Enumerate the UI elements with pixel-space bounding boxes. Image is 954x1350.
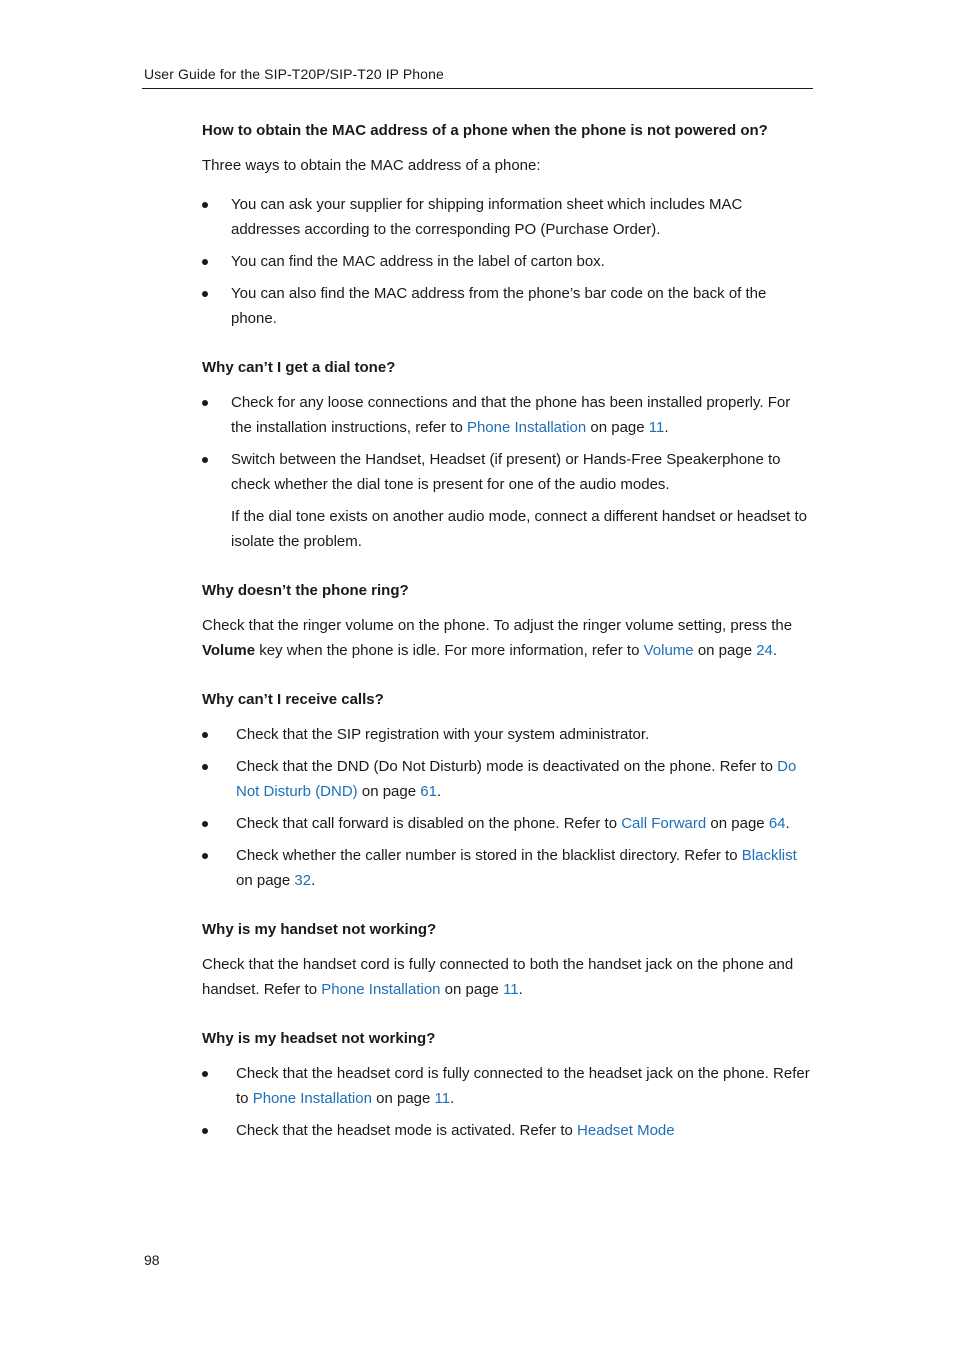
list-item: You can also find the MAC address from the phone’s bar code on the back of the phone. [202,281,814,331]
link-do-not-disturb[interactable]: Do Not Disturb (DND) [236,758,797,800]
bullet-icon [202,400,208,406]
phone-ring-text: Check that the ringer volume on the phone. To adjust the ringer volume setting, press the Volume key when the phone is idle. For more information, refer to Volume on page 24. [202,617,793,659]
mac-list [202,192,814,331]
volume-key-label: Volume [202,642,256,659]
list-item: Check whether the caller number is stored in the blacklist directory. Refer to Blacklist on page 32. [202,843,814,893]
link-page-24[interactable]: 24 [756,642,773,659]
link-page-61[interactable]: 61 [420,783,437,800]
heading-receive-calls: Why can’t I receive calls? [202,691,384,708]
link-blacklist[interactable]: Blacklist [741,847,797,864]
bullet-icon [202,821,208,827]
running-header: User Guide for the SIP-T20P/SIP-T20 IP Phone [144,66,444,82]
link-page-32[interactable]: 32 [294,872,312,889]
heading-handset: Why is my handset not working? [202,921,437,938]
link-phone-installation[interactable]: Phone Installation [321,981,441,998]
list-item: Switch between the Handset, Headset (if present) or Hands-Free Speakerphone to check whether the dial tone is present for one of the audio modes. [202,447,814,497]
link-phone-installation[interactable]: Phone Installation [252,1090,372,1107]
link-phone-installation[interactable]: Phone Installation [466,419,587,436]
link-page-64[interactable]: 64 [768,815,786,832]
page-body [202,118,814,1143]
header-divider [142,88,813,89]
list-item: You can find the MAC address in the label of carton box. [202,249,814,274]
handset-text: Check that the handset cord is fully connected to both the handset jack on the phone and handset. Refer to Phone Installation on page 11. [202,956,794,998]
link-volume[interactable]: Volume [643,642,694,659]
headset-list [202,1061,814,1143]
bullet-icon [202,202,208,208]
mac-intro: Three ways to obtain the MAC address of a phone: [202,157,541,174]
heading-mac-address: How to obtain the MAC address of a phone when the phone is not powered on? [202,122,768,139]
list-item: Check that call forward is disabled on the phone. Refer to Call Forward on page 64. [202,811,814,836]
link-headset-mode[interactable]: Headset Mode [577,1122,675,1139]
bullet-icon [202,259,208,265]
list-item: Check for any loose connections and that the phone has been installed properly. For the installation instructions, refer to Phone Installation on page 11. [202,390,814,440]
page-number: 98 [144,1252,160,1268]
list-item: Check that the headset cord is fully connected to the headset jack on the phone. Refer to Phone Installation on page 11. [202,1061,814,1111]
link-call-forward[interactable]: Call Forward [621,815,707,832]
dial-tone-list [202,390,814,497]
list-item: Check that the headset mode is activated. Refer to Headset Mode [202,1118,814,1143]
bullet-icon [202,732,208,738]
receive-calls-list [202,722,814,893]
heading-dial-tone: Why can’t I get a dial tone? [202,359,396,376]
heading-headset: Why is my headset not working? [202,1030,436,1047]
bullet-icon [202,457,208,463]
list-item: Check that the DND (Do Not Disturb) mode is deactivated on the phone. Refer to Do Not Disturb (DND) on page 61. [202,754,814,804]
bullet-icon [202,853,208,859]
bullet-icon [202,764,208,770]
list-item: Check that the SIP registration with your system administrator. [202,722,814,747]
link-page-11[interactable]: 11 [503,981,519,998]
bullet-icon [202,291,208,297]
link-page-11[interactable]: 11 [434,1090,451,1107]
heading-phone-ring: Why doesn’t the phone ring? [202,582,409,599]
bullet-icon [202,1071,208,1077]
link-page-11[interactable]: 11 [648,419,665,436]
bullet-icon [202,1128,208,1134]
list-item: You can ask your supplier for shipping information sheet which includes MAC addresses according to the corresponding PO (Purchase Order). [202,192,814,242]
dial-tone-note: If the dial tone exists on another audio mode, connect a different handset or headset to isolate the problem. [231,508,807,550]
